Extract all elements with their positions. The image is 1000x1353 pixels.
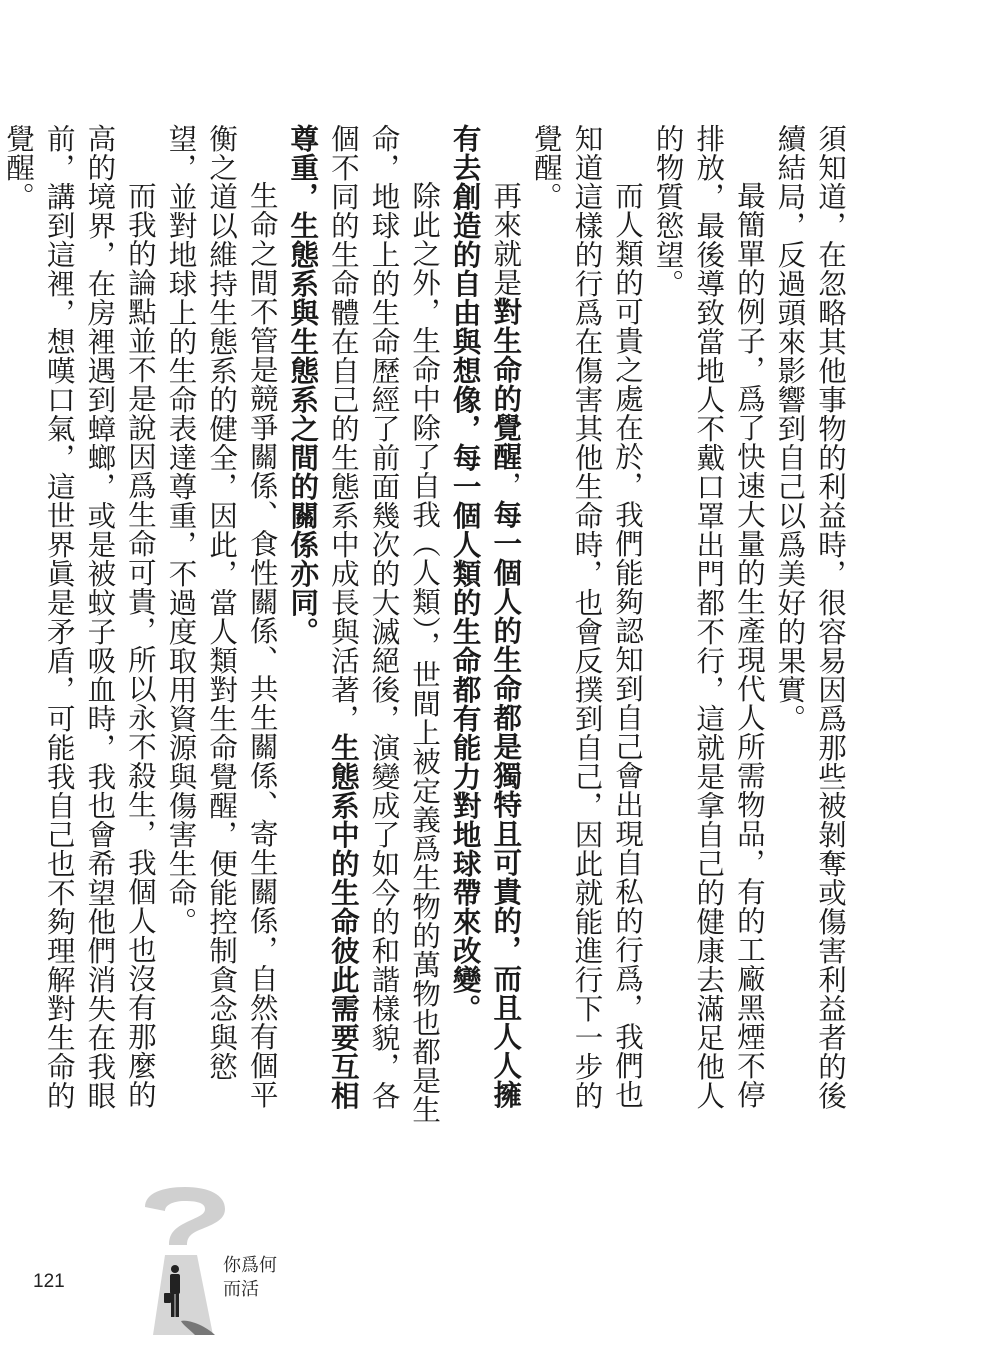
text-segment: 而人類的可貴之處在於，我們能夠認知到自己會出現自私的行爲，我們也知道這樣的行爲在傷害其他生命時，也會反撲到自己，因此就能進行下一步的覺醒。: [529, 124, 645, 1110]
bold-text-segment: 每一個人的生命都是獨特且可貴的，而且人人擁有去創造的自由與想像，每一個人類的生命都有能力對地球帶來改變。: [448, 124, 523, 1109]
paragraph: [444, 124, 525, 1134]
bold-text-segment: 生態系中的生命彼此需要互相尊重，生態系與生態系之間的關係亦同。: [286, 124, 360, 1110]
text-segment: 須知道，在忽略其他事物的利益時，很容易因爲那些被剝奪或傷害利益者的後續結局，反過頭來影響到自己以爲美好的果實。: [773, 124, 847, 1110]
text-segment: 而我的論點並不是說因爲生命可貴，所以永不殺生，我個人也沒有那麼的高的境界，在房裡遇到蟑螂，或是被蚊子吸血時，我也會希望他們消失在我眼前，講到這裡，想嘆口氣，這世界眞是矛盾，可能我自己也不夠理解對生命的覺醒。: [2, 124, 157, 1110]
text-segment: ，: [489, 471, 523, 500]
paragraph: [0, 124, 160, 1134]
running-title-line: 你爲何: [223, 1255, 277, 1276]
paragraph: [525, 124, 647, 1134]
question-mark-man-logo: [135, 1185, 235, 1335]
body-text: [0, 124, 850, 1134]
paragraph: [160, 124, 282, 1134]
text-segment: 除此之外，生命中除了自我（人類），世間上被定義爲生物的萬物也都是生命，地球上的生命歷經了前面幾次的大滅絕後，演變成了如今的和諧樣貌，各個不同的生命體在自己的生態系中成長與活著，: [326, 124, 442, 1124]
text-segment: 最簡單的例子，爲了快速大量的生產現代人所需物品，有的工廠黑煙不停排放，最後導致當地人不戴口罩出門都不行，這就是拿自己的健康去滿足他人的物質慾望。: [651, 124, 766, 1110]
running-title-line: 而活: [223, 1279, 259, 1300]
text-segment: 再來就是: [489, 181, 523, 297]
paragraph: [282, 124, 444, 1134]
running-title: [223, 1254, 277, 1302]
page-number: 121: [33, 1271, 65, 1292]
bold-text-segment: 對生命的覺醒: [489, 297, 523, 471]
paragraph: [769, 124, 850, 1134]
paragraph: [647, 124, 769, 1134]
text-segment: 生命之間不管是競爭關係、食性關係、共生關係、寄生關係，自然有個平衡之道以維持生態系的健全，因此，當人類對生命覺醒，便能控制貪念與慾望，並對地球上的生命表達尊重，不過度取用資源與傷害生命。: [164, 124, 279, 1109]
